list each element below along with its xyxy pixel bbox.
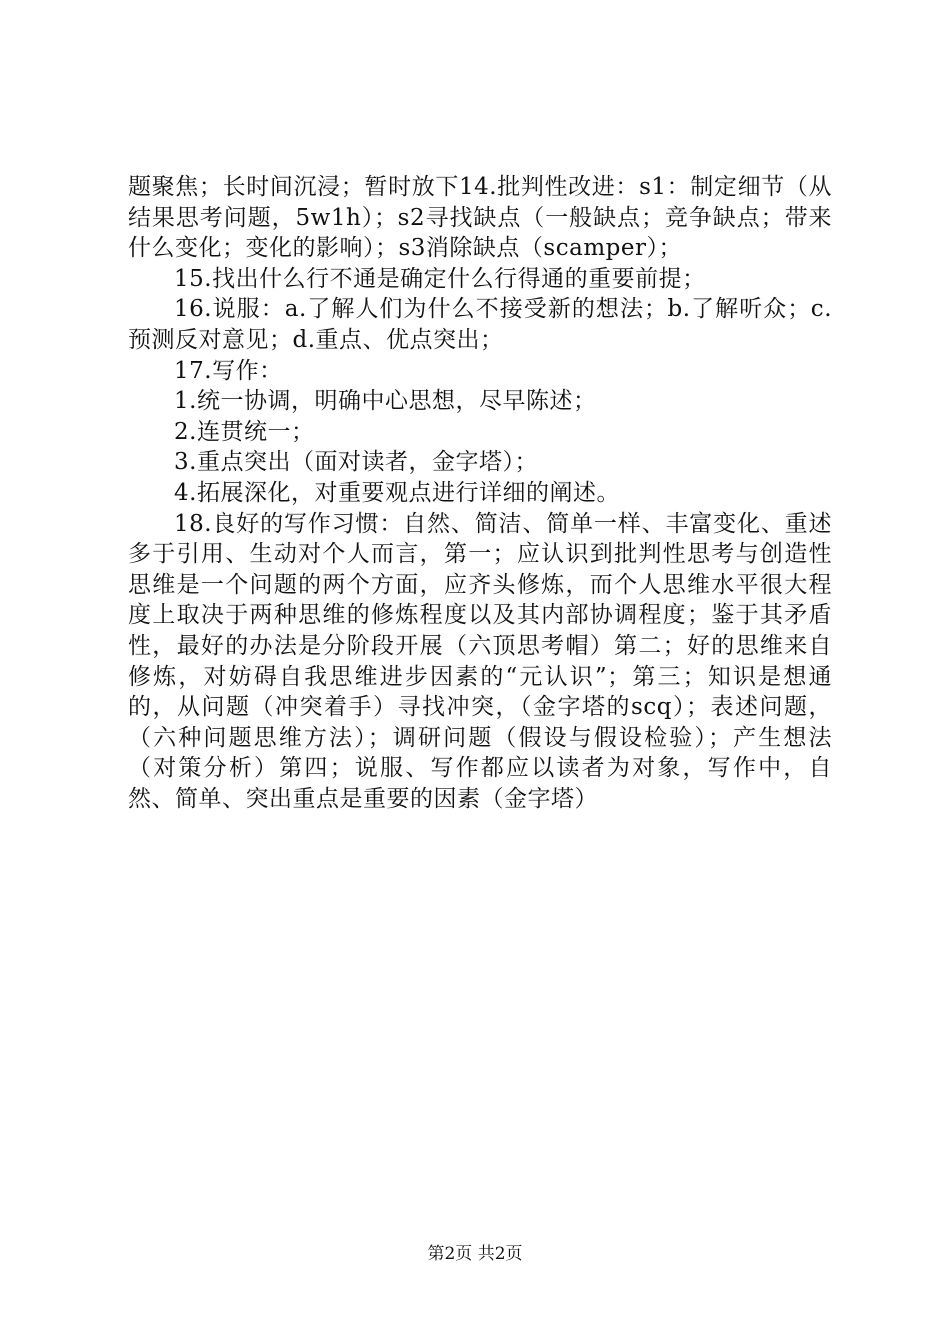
writing-item-3: 3.重点突出（面对读者，金字塔）； — [174, 449, 538, 476]
writing-item-1: 1.统一协调，明确中心思想，尽早陈述； — [174, 388, 597, 415]
document-body — [128, 172, 832, 814]
page-footer: 第2页 共2页 — [427, 1244, 523, 1264]
paragraph-critical-improvement: 题聚焦；长时间沉浸；暂时放下14.批判性改进：s1：制定细节（从结果思考问题，5w1h）；s2寻找缺点（一般缺点；竞争缺点；带来什么变化；变化的影响）；s3消除缺点（scamper）； — [128, 174, 832, 262]
writing-item-2: 2.连贯统一； — [174, 418, 315, 445]
paragraph-18-writing-habits: 18.良好的写作习惯：自然、简洁、简单一样、丰富变化、重述多于引用、生动对个人而言，第一；应认识到批判性思考与创造性思维是一个问题的两个方面，应齐头修炼，而个人思维水平很大程度上取决于两种思维的修炼程度以及其内部协调程度；鉴于其矛盾性，最好的办法是分阶段开展（六顶思考帽）第二；好的思维来自修炼，对妨碍自我思维进步因素的“元认识”；第三；知识是想通的，从问题（冲突着手）寻找冲突，（金字塔的scq）；表述问题，（六种问题思维方法）；调研问题（假设与假设检验）；产生想法（对策分析）第四；说服、写作都应以读者为对象，写作中，自然、简单、突出重点是重要的因素（金字塔） — [128, 510, 832, 812]
paragraph-15: 15.找出什么行不通是确定什么行得通的重要前提； — [174, 265, 706, 292]
paragraph-17-writing: 17.写作： — [174, 357, 283, 384]
paragraph-16-persuasion: 16.说服：a.了解人们为什么不接受新的想法；b.了解听众；c.预测反对意见；d.重点、优点突出； — [128, 296, 832, 353]
writing-item-4: 4.拓展深化，对重要观点进行详细的阐述。 — [174, 479, 620, 506]
